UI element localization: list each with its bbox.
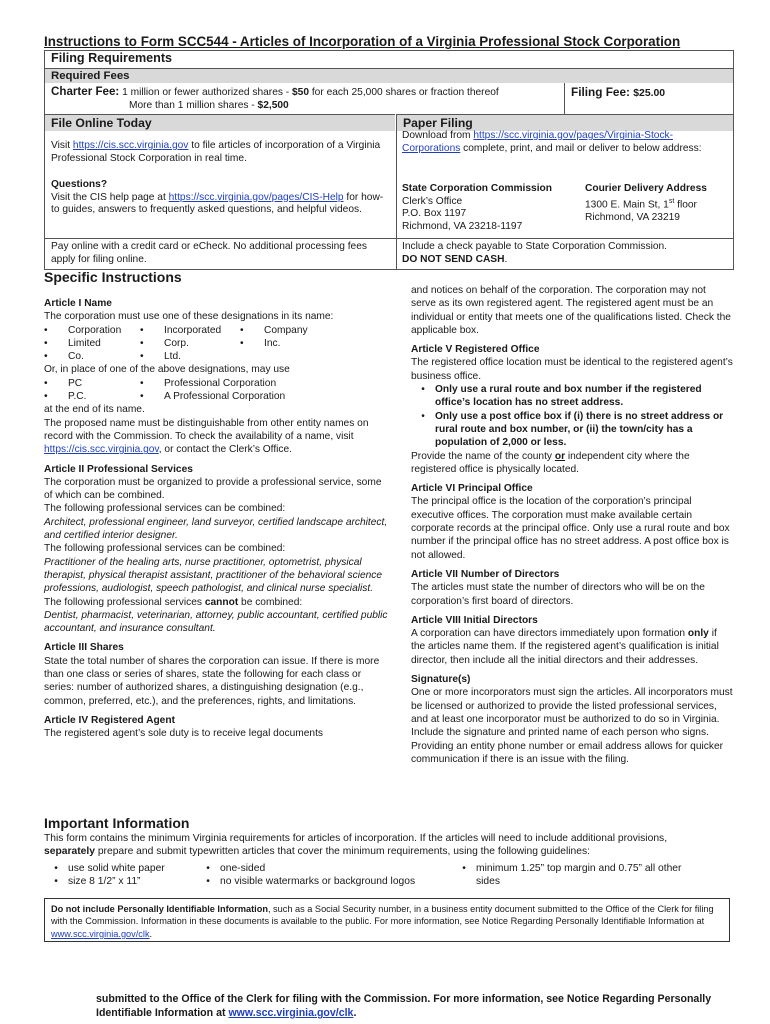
article-5-text-2a: Provide the name of the county xyxy=(411,450,555,462)
or-emphasis: or xyxy=(554,450,566,462)
paper-download xyxy=(396,128,733,157)
paper-download-text-2: complete, print, and mail or deliver to below address: xyxy=(460,142,702,154)
filing-fee xyxy=(571,85,665,99)
article-4-text: The registered agent’s sole duty is to receive legal documents xyxy=(44,728,323,740)
questions-text: Visit the CIS help page at xyxy=(51,191,169,203)
designation-item: Ltd. xyxy=(164,351,181,363)
charter-fee-label: Charter Fee: xyxy=(51,85,120,98)
cis-name-link[interactable]: https://cis.scc.virginia.gov xyxy=(44,444,159,456)
pii-notice-heading: Do not include Personally Identifiable Information xyxy=(51,904,268,914)
article-1-text-4b: , or contact the Clerk’s Office. xyxy=(158,444,292,456)
guideline-text: size 8 1/2” x 11” xyxy=(68,876,141,888)
online-questions xyxy=(45,177,395,219)
footer-line-2: Identifiable Information at xyxy=(96,1007,229,1019)
designation-item: A Professional Corporation xyxy=(164,391,286,403)
article-2-list-2: Practitioner of the healing arts, nurse practitioner, optometrist, physical therapist, physical therapist assistant, practitioner of the behavioral science professions, audiologist, speech pathologist, and clinical nurse specialist. xyxy=(44,556,383,595)
clerk-link[interactable]: www.scc.virginia.gov/clk xyxy=(51,928,150,939)
only-emphasis: only xyxy=(687,628,709,640)
article-3-heading: Article III Shares xyxy=(44,642,124,654)
charter-fee-line2: More than 1 million shares - xyxy=(129,100,258,111)
article-6-heading: Article VI Principal Office xyxy=(411,483,533,495)
article-2-text: The corporation must be organized to provide a professional service, some of which can be combined. xyxy=(44,476,382,502)
article-1-text: The corporation must use one of these designations in its name: xyxy=(44,311,334,323)
cis-help-link[interactable]: https://scc.virginia.gov/pages/CIS-Help xyxy=(168,191,344,203)
required-fees-header: Required Fees xyxy=(45,68,733,83)
pii-notice-text: , such as a Social Security number, in a business entity document submitted to the Office of the Clerk for filing with the Commission. Information in these documents is available to the public. For more information, see Notice Regarding Personally Identifiable Information at xyxy=(51,904,714,927)
paper-check xyxy=(396,239,733,268)
article-5-text: The registered office location must be identical to the registered agent’s business office. xyxy=(411,357,733,382)
designation-item: Incorporated xyxy=(164,324,222,336)
article-5-heading: Article V Registered Office xyxy=(411,344,540,356)
pii-notice-box xyxy=(44,898,730,942)
designation-item: P.C. xyxy=(68,391,87,403)
courier-address xyxy=(579,181,734,226)
article-2-text-3: The following professional services can be combined: xyxy=(44,543,286,555)
designation-item: Inc. xyxy=(264,337,281,349)
footer-line-1: submitted to the Office of the Clerk for filing with the Commission. For more information, see Notice Regarding Personally xyxy=(96,993,712,1005)
signatures-text: One or more incorporators must sign the articles. All incorporators must be licensed or authorized to provide the listed professional services, and at least one incorporator must be authorized to do so in Virginia. Include the signature and printed name of each person who signs. Providing an entity phone number or email address allows for quicker communication if there is an issue with the filing. xyxy=(411,687,733,765)
courier-line-1: 1300 E. Main St, 1 xyxy=(585,198,669,210)
article-8-text-b: if the articles name them. If the registered agent’s qualification is initial director, then include all the initial directors and their addresses. xyxy=(411,628,719,666)
paper-filing-header: Paper Filing xyxy=(396,114,733,131)
left-column xyxy=(44,291,390,741)
designation-list-2: • PC • Professional Corporation • P.C. • A Professional Corporation xyxy=(44,377,390,404)
online-pay: Pay online with a credit card or eCheck. No additional processing fees apply for filing online. xyxy=(51,241,367,265)
guideline-item: • use solid white paper xyxy=(54,863,165,874)
designation-item: Company xyxy=(264,324,308,336)
article-1-text-4a: The proposed name must be distinguishable from other entity names on record with the Commission. To check the availability of a name, visit xyxy=(44,417,369,442)
filing-fee-label: Filing Fee: xyxy=(571,85,630,99)
article-8-text xyxy=(411,627,733,667)
article-1-heading: Article I Name xyxy=(44,298,112,309)
designation-item: Corp. xyxy=(164,337,189,349)
article-8-text-a: A corporation can have directors immediately upon formation xyxy=(411,628,688,640)
no-cash-warning: DO NOT SEND CASH xyxy=(402,253,505,265)
online-visit xyxy=(45,138,395,167)
guideline-item: • one-sided xyxy=(206,863,266,874)
footer-clerk-link[interactable]: www.scc.virginia.gov/clk xyxy=(228,1007,354,1019)
specific-instructions-heading: Specific Instructions xyxy=(44,269,182,285)
designation-item: Professional Corporation xyxy=(164,377,277,389)
article-2-text-4a: The following professional services xyxy=(44,596,205,608)
article-5-bullet-2-text: Only use a post office box if (i) there is no street address or rural route and box number, or (ii) the town/city has a population of 2,000 or less. xyxy=(435,410,724,449)
article-2-text-4 xyxy=(44,596,390,609)
designation-item: Co. xyxy=(68,351,84,363)
important-text-2: prepare and submit typewritten articles that cover the minimum requirements, using the following guidelines: xyxy=(94,846,591,858)
guideline-text: use solid white paper xyxy=(68,863,165,874)
charter-fee-line1-tail: for each 25,000 shares or fraction thereof xyxy=(309,87,499,98)
important-information-heading: Important Information xyxy=(44,815,190,831)
scc-line-3: Richmond, VA 23218-1197 xyxy=(402,220,523,232)
article-5-text-2b: independent city where the registered office is physically located. xyxy=(411,450,690,475)
article-2-text-2: The following professional services can be combined: xyxy=(44,503,286,515)
right-column xyxy=(411,284,733,766)
designation-item: Limited xyxy=(68,337,101,349)
article-5-bullet-1-text: Only use a rural route and box number if the registered office’s location has no street address. xyxy=(435,384,702,409)
courier-line-1-tail: floor xyxy=(674,198,697,210)
paper-download-text: Download from xyxy=(402,130,474,141)
scc-address xyxy=(396,181,586,235)
article-5-bullet-2: • Only use a post office box if (i) there is no street address or rural route and box number, or (ii) the town/city has a population of 2,000 or less. xyxy=(411,410,733,450)
article-1-text-3: at the end of its name. xyxy=(44,404,145,416)
online-visit-text: Visit xyxy=(51,140,73,151)
online-visit-text-2: to file articles of incorporation of a Virginia Professional Stock Corporation in real time. xyxy=(51,140,381,164)
courier-line-1-sup: st xyxy=(668,197,675,205)
footer-end: . xyxy=(353,1007,357,1019)
guideline-text: minimum 1.25” top margin and 0.75” all other xyxy=(476,863,682,874)
article-3-text: State the total number of shares the corporation can issue. If there is more than one class or series of shares, state the following for each class or series: number of authorized shares, a distinguishing designation (e.g., common, preferred, etc.), and the preferences, rights, and limitations. xyxy=(44,655,380,707)
file-online-header: File Online Today xyxy=(45,114,395,131)
article-2-heading: Article II Professional Services xyxy=(44,463,193,475)
article-2-text-4b: be combined: xyxy=(238,596,303,608)
cannot-emphasis: cannot xyxy=(204,596,239,608)
article-2-list-1: Architect, professional engineer, land surveyor, certified landscape architect, and certified interior designer. xyxy=(44,516,388,542)
article-7-heading: Article VII Number of Directors xyxy=(411,568,560,580)
article-1-text-4 xyxy=(44,417,390,457)
signatures-heading: Signature(s) xyxy=(411,674,471,686)
filing-fee-value: $25.00 xyxy=(633,88,666,99)
article-4-text-2: and notices on behalf of the corporation. The corporation may not serve as its own registered agent. The registered agent must be an individual or entity that meets one of the qualifications listed. Check the applicable box. xyxy=(411,285,731,336)
designation-list: • Corporation • Incorporated • Company • Limited • Corp. • Inc. • Co. • Ltd. xyxy=(44,324,390,364)
scc-line-2: P.O. Box 1197 xyxy=(402,208,467,220)
guideline-item: • minimum 1.25” top margin and 0.75” all other xyxy=(462,863,682,874)
courier-line-2: Richmond, VA 23219 xyxy=(585,211,680,223)
guideline-item: • no visible watermarks or background logos xyxy=(206,876,416,888)
footer-text xyxy=(96,992,736,1020)
guideline-item: • size 8 1/2” x 11” xyxy=(54,876,141,888)
filing-requirements-heading: Filing Requirements xyxy=(51,51,173,65)
important-text-1: This form contains the minimum Virginia requirements for articles of incorporation. If the articles will need to include additional provisions, xyxy=(44,833,668,844)
article-5-text-2 xyxy=(411,450,733,477)
no-cash-period: . xyxy=(504,253,508,265)
courier-heading: Courier Delivery Address xyxy=(585,183,707,194)
guideline-text: one-sided xyxy=(220,863,266,874)
pii-notice-end: . xyxy=(149,928,153,939)
scc-heading: State Corporation Commission xyxy=(402,183,552,194)
guideline-text: no visible watermarks or background logos xyxy=(220,876,416,888)
designation-item: Corporation xyxy=(68,324,122,336)
page-title: Instructions to Form SCC544 - Articles of Incorporation of a Virginia Professional Stock Corporation xyxy=(44,34,681,49)
article-5-bullet-1: • Only use a rural route and box number if the registered office’s location has no street address. xyxy=(411,383,733,410)
guideline-text-cont: sides xyxy=(476,876,501,888)
charter-fee-amount-2: $2,500 xyxy=(257,100,289,111)
article-4-heading: Article IV Registered Agent xyxy=(44,714,175,726)
stock-corporations-link[interactable]: https://scc.virginia.gov/pages/Virginia-Stock-Corporations xyxy=(402,130,674,154)
charter-fee-line1: 1 million or fewer authorized shares - xyxy=(122,87,293,98)
paper-check-text: Include a check payable to State Corporation Commission. xyxy=(402,241,668,252)
charter-fee-amount: $50 xyxy=(292,87,310,98)
article-1-text-2: Or, in place of one of the above designations, may use xyxy=(44,364,290,376)
article-7-text: The articles must state the number of directors who will be on the corporation’s first board of directors. xyxy=(411,582,705,607)
cis-link[interactable]: https://cis.scc.virginia.gov xyxy=(72,140,189,151)
designation-item: PC xyxy=(68,377,83,389)
scc-line-1: Clerk’s Office xyxy=(402,195,463,207)
article-6-text: The principal office is the location of the corporation’s principal executive offices. The corporation must make available certain corporate records at the principal office. Only use a rural route and box number if the principal office has no street address. A post office box is not allowed. xyxy=(411,496,730,561)
article-2-list-3: Dentist, pharmacist, veterinarian, attorney, public accountant, certified public accountant, and insurance consultant. xyxy=(44,609,388,635)
questions-heading: Questions? xyxy=(51,179,108,190)
charter-fee xyxy=(51,85,561,112)
questions-text-2: for how-to guides, answers to frequently asked questions, and helpful videos. xyxy=(51,191,384,216)
article-8-heading: Article VIII Initial Directors xyxy=(411,614,538,626)
separately-emphasis: separately xyxy=(44,846,95,858)
important-text xyxy=(44,832,744,859)
